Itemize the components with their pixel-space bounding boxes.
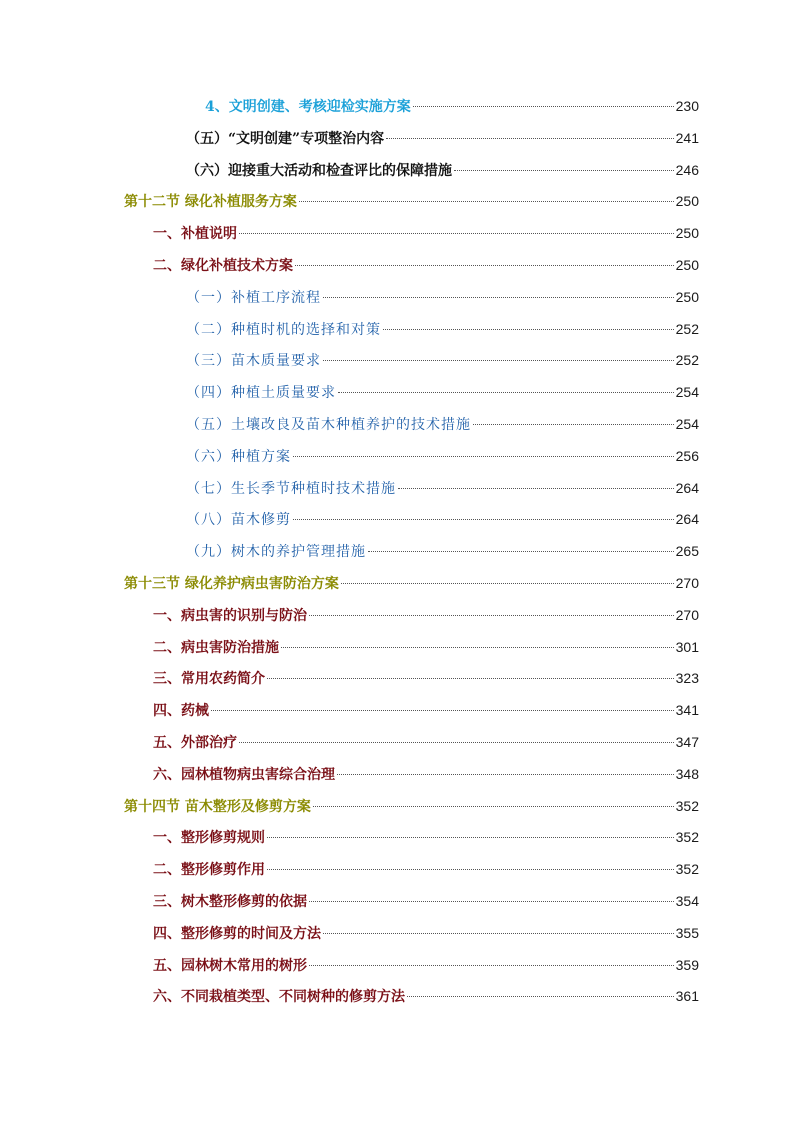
toc-entry[interactable]: [153, 889, 699, 913]
toc-entry-title: （六）种植方案: [186, 448, 291, 465]
dot-leader: [293, 519, 674, 520]
toc-entry[interactable]: [124, 794, 699, 818]
dot-leader: [323, 933, 674, 934]
toc-entry[interactable]: [186, 380, 699, 404]
toc-entry[interactable]: [124, 189, 699, 213]
dot-leader: [368, 551, 674, 552]
toc-entry[interactable]: [124, 571, 699, 595]
dot-leader: [267, 837, 674, 838]
toc-entry-title: 二、整形修剪作用: [153, 862, 265, 879]
dot-leader: [337, 774, 674, 775]
toc-entry-title: 二、病虫害防治措施: [153, 639, 279, 656]
toc-entry[interactable]: [186, 126, 699, 150]
toc-entry[interactable]: [153, 603, 699, 627]
toc-entry-title: 第十二节 绿化补植服务方案: [124, 194, 297, 211]
toc-entry-title: 一、补植说明: [153, 226, 237, 243]
toc-entry-title: （二）种植时机的选择和对策: [186, 321, 381, 338]
toc-entry-title: 六、不同栽植类型、不同树种的修剪方法: [153, 989, 405, 1006]
toc-entry-title: 四、整形修剪的时间及方法: [153, 925, 321, 942]
toc-page-number: 341: [675, 702, 699, 719]
toc-entry-title: （七）生长季节种植时技术措施: [186, 480, 396, 497]
toc-entry[interactable]: [153, 253, 699, 277]
toc-entry[interactable]: [186, 539, 699, 563]
toc-page-number: 250: [675, 288, 699, 305]
toc-page-number: 270: [675, 575, 699, 591]
toc-page-number: 250: [675, 257, 699, 273]
toc-page-number: 348: [675, 765, 699, 782]
toc-page-number: 230: [675, 98, 699, 114]
toc-entry[interactable]: [153, 984, 699, 1008]
toc-entry[interactable]: [153, 698, 699, 722]
toc-entry-title: （五）土壤改良及苗木种植养护的技术措施: [186, 417, 471, 433]
toc-page-number: 250: [675, 225, 699, 242]
dot-leader: [239, 742, 674, 743]
dot-leader: [267, 678, 674, 679]
toc-entry[interactable]: [153, 953, 699, 977]
toc-entry[interactable]: [153, 857, 699, 881]
toc-entry-title: 4、文明创建、考核迎检实施方案: [205, 99, 411, 115]
toc-page-number: 359: [675, 956, 699, 973]
toc-page-number: 241: [675, 129, 699, 146]
dot-leader: [309, 615, 674, 616]
toc-entry-title: （五）“文明创建”专项整治内容: [186, 130, 385, 147]
toc-entry-title: （八）苗木修剪: [186, 512, 291, 529]
toc-page-number: 361: [675, 988, 699, 1005]
toc-page-number: 246: [675, 161, 699, 178]
dot-leader: [323, 297, 674, 298]
toc-entry[interactable]: [153, 221, 699, 245]
toc-entry-title: 第十四节 苗木整形及修剪方案: [124, 798, 311, 815]
toc-entry[interactable]: [153, 730, 699, 754]
toc-page-number: 252: [675, 352, 699, 369]
toc-entry[interactable]: [186, 348, 699, 372]
toc-entry[interactable]: [186, 507, 699, 531]
toc-entry[interactable]: [153, 921, 699, 945]
toc-entry[interactable]: [186, 412, 699, 436]
toc-page-number: 270: [675, 606, 699, 623]
toc-entry-title: 一、整形修剪规则: [153, 830, 265, 847]
toc-page-number: 250: [675, 193, 699, 210]
toc-page-number: 265: [675, 543, 699, 560]
toc-entry[interactable]: [186, 476, 699, 500]
toc-page-number: 352: [675, 797, 699, 814]
toc-entry[interactable]: [186, 158, 699, 182]
toc-page-number: 352: [675, 861, 699, 878]
toc-entry[interactable]: [186, 317, 699, 341]
dot-leader: [239, 233, 674, 234]
toc-entry[interactable]: [186, 444, 699, 468]
dot-leader: [299, 201, 674, 202]
toc-entry-title: 二、绿化补植技术方案: [153, 258, 293, 274]
toc-page-number: 352: [675, 829, 699, 846]
toc-entry-title: 三、常用农药简介: [153, 671, 265, 688]
toc-entry-title: （九）树木的养护管理措施: [186, 544, 366, 561]
toc-entry-title: （三）苗木质量要求: [186, 353, 321, 370]
toc-entry-title: 三、树木整形修剪的依据: [153, 894, 307, 910]
toc-entry[interactable]: [186, 285, 699, 309]
dot-leader: [267, 869, 674, 870]
toc-entry[interactable]: [153, 666, 699, 690]
toc-entry[interactable]: [205, 94, 699, 118]
dot-leader: [341, 583, 674, 584]
toc-entry-title: 四、药械: [153, 703, 209, 720]
toc-page-number: 256: [675, 447, 699, 464]
toc-entry-title: （一）补植工序流程: [186, 289, 321, 306]
dot-leader: [386, 138, 674, 139]
toc-entry-title: （六）迎接重大活动和检查评比的保障措施: [186, 162, 452, 179]
dot-leader: [313, 806, 674, 807]
dot-leader: [309, 901, 674, 902]
toc-entry[interactable]: [153, 825, 699, 849]
toc-page-number: 347: [675, 734, 699, 750]
dot-leader: [454, 170, 674, 171]
dot-leader: [295, 265, 674, 266]
dot-leader: [323, 360, 674, 361]
dot-leader: [413, 106, 674, 107]
toc-entry-title: 一、病虫害的识别与防治: [153, 607, 307, 624]
toc-page-number: 254: [675, 416, 699, 432]
toc-entry-title: 第十三节 绿化养护病虫害防治方案: [124, 576, 339, 592]
toc-entry[interactable]: [153, 635, 699, 659]
dot-leader: [293, 456, 674, 457]
toc-page-number: 354: [675, 893, 699, 909]
toc-entry-title: 六、园林植物病虫害综合治理: [153, 766, 335, 783]
dot-leader: [281, 647, 674, 648]
dot-leader: [383, 329, 674, 330]
toc-page-number: 264: [675, 511, 699, 528]
toc-page-number: 252: [675, 320, 699, 337]
toc-page-number: 264: [675, 479, 699, 496]
toc-page-number: 254: [675, 384, 699, 401]
dot-leader: [211, 710, 674, 711]
toc-entry-title: 五、园林树木常用的树形: [153, 957, 307, 974]
dot-leader: [309, 965, 674, 966]
toc-page-number: 301: [675, 638, 699, 655]
toc-entry-title: （四）种植土质量要求: [186, 385, 336, 402]
toc-entry[interactable]: [153, 762, 699, 786]
toc-entry-title: 五、外部治疗: [153, 735, 237, 751]
dot-leader: [473, 424, 674, 425]
toc-page-number: 323: [675, 670, 699, 687]
dot-leader: [398, 488, 674, 489]
toc-page-number: 355: [675, 924, 699, 941]
dot-leader: [407, 996, 674, 997]
dot-leader: [338, 392, 674, 393]
